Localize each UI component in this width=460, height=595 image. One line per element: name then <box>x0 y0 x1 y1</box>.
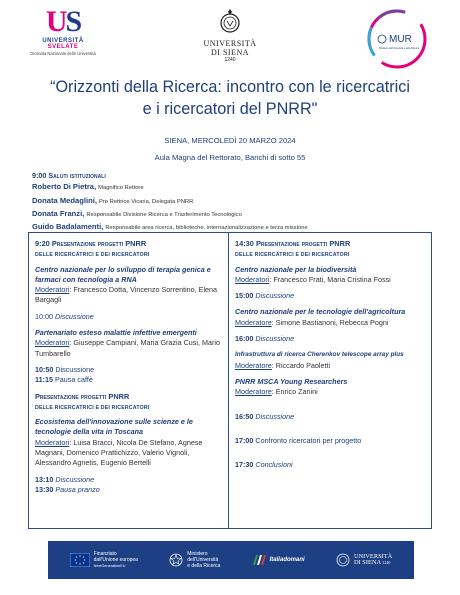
event-date: SIENA, MERCOLEDÌ 20 MARZO 2024 <box>164 136 296 145</box>
us-line3: Giornata Nazionale delle Università <box>30 51 96 56</box>
title-line2: e i ricercatori del PNRR" <box>142 100 318 118</box>
footer-logos <box>48 541 414 579</box>
person-name: Donata Medaglini, <box>32 195 97 205</box>
moderators-label: Moderatori <box>35 285 70 295</box>
afternoon-session-subtitle: DELLE RICERCATRICI E DEI RICERCATORI <box>235 252 350 259</box>
saluti-person <box>32 181 452 194</box>
moderators-names: : Enrico Zanini <box>271 387 318 397</box>
person-role: Magnifico Rettore <box>98 185 144 192</box>
moderators <box>235 387 427 397</box>
morning-session-title: 9:20 Presentazione progetti PNRR <box>35 239 147 248</box>
moderators-label: Moderatore <box>235 360 272 370</box>
person-name: Guido Badalamenti, <box>32 222 104 232</box>
time: 13:30 <box>35 484 54 494</box>
project-title: Centro nazionale per la biodiversità <box>235 264 357 274</box>
unisi-logo <box>190 8 270 63</box>
program-item <box>35 485 224 495</box>
us-mark-s: S <box>65 5 81 38</box>
moderators <box>235 361 427 371</box>
afternoon-column <box>229 233 431 528</box>
confronto: Confronto ricercatori per progetto <box>255 435 362 445</box>
footer-unisi-year: 1240 <box>382 560 391 565</box>
program-item <box>35 417 224 468</box>
program-item <box>235 460 427 470</box>
unisi-seal-icon <box>218 8 242 34</box>
program-item <box>235 412 427 422</box>
footer-unisi-line1: UNIVERSITÀ <box>353 553 393 560</box>
program-item <box>235 436 427 446</box>
us-line1: UNIVERSITÀ <box>42 38 84 44</box>
midday-session-title: Presentazione progetti PNRR <box>35 391 130 401</box>
mur-sub: Ministero dell'Università e della Ricerca <box>379 48 420 50</box>
project-title: PNRR MSCA Young Researchers <box>235 376 348 386</box>
program-item <box>35 475 224 485</box>
person-role: Responsabile Divisione Ricerca e Trasferimento Tecnologico <box>86 211 242 218</box>
morning-session-subtitle: DELLE RICERCATRICI E DEI RICERCATORI <box>35 252 150 259</box>
time: 11:15 <box>35 375 53 385</box>
program-item <box>35 312 224 322</box>
moderators-names: : Francesco Frati, Maria Cristina Fossi <box>269 274 391 284</box>
italiadomani-flag-icon <box>252 553 266 567</box>
ministero-logo <box>169 551 220 569</box>
page-title <box>0 76 460 120</box>
time: 15:00 <box>235 291 254 301</box>
moderators <box>35 338 224 359</box>
discussion: Discussione <box>55 364 95 374</box>
program-item <box>35 365 224 375</box>
moderators <box>235 275 427 285</box>
discussion: Discussione <box>255 334 295 344</box>
discussion: Discussione <box>255 411 295 421</box>
midday-session-subtitle: DELLE RICERCATRICI E DEI RICERCATORI <box>35 404 150 411</box>
us-mark <box>28 5 98 38</box>
moderators-label: Moderatore <box>235 317 272 327</box>
discussion: Discussione <box>255 291 295 301</box>
program-box <box>28 232 432 529</box>
program-item <box>235 334 427 344</box>
moderators-label: Moderatore <box>235 387 272 397</box>
us-line2: SVELATE <box>47 44 79 50</box>
us-mark-u: U <box>45 5 66 38</box>
unisi-seal-icon <box>336 553 350 567</box>
program-item <box>235 291 427 301</box>
eu-line2: dall'Unione europea <box>93 557 138 563</box>
moderators-names: : Luisa Bracci, Nicola De Stefano, Agnese Magnani, Domenico Prattichizzo, Valerio Vignoli, Alessandro Agnetis, Eugenio Bertelli <box>35 437 203 468</box>
project-title: Centro nazionale per le tecnologie dell'agricoltura <box>235 307 406 317</box>
time: 10:50 <box>35 364 54 374</box>
program-item <box>235 350 427 371</box>
saluti-person <box>32 208 452 221</box>
unisi-line1: UNIVERSITÀ <box>203 39 257 48</box>
project-title: Ecosistema dell'innovazione sulle scienze e le tecnologie della vita in Toscana <box>35 417 193 437</box>
person-role: Pro Rettrice Vicaria, Delegata PNRR <box>98 198 194 205</box>
time: 17:30 <box>235 460 254 470</box>
unisi-line2: DI SIENA <box>211 48 249 57</box>
logo-bar <box>28 5 432 70</box>
program-item <box>235 265 427 286</box>
footer-unisi-line2: DI SIENA <box>353 559 381 566</box>
saluti-heading: 9:00 Saluti istituzionali <box>32 171 106 180</box>
moderators <box>35 285 224 306</box>
mur-emblem-icon <box>362 8 432 70</box>
universita-svelate-logo <box>28 5 98 56</box>
eu-line1: Finanziato <box>93 551 117 557</box>
moderators-label: Moderatori <box>35 437 70 447</box>
program-item <box>235 377 427 398</box>
moderators <box>35 438 224 469</box>
person-name: Roberto Di Pietra, <box>32 182 97 192</box>
project-title: Infrastruttura di ricerca Cherenkov telescope array plus <box>235 351 404 359</box>
event-venue: Aula Magna del Rettorato, Banchi di sotto 55 <box>154 153 306 162</box>
conclusioni: Conclusioni <box>255 460 293 470</box>
italiadomani-logo <box>252 553 305 567</box>
ministero-line2: dell'Università <box>187 557 219 563</box>
program-item <box>35 265 224 306</box>
unisi-year: 1240 <box>224 57 236 63</box>
emblem-icon <box>169 553 183 567</box>
program-item <box>35 328 224 359</box>
project-title: Partenariato esteso malattie infettive emergenti <box>35 328 197 338</box>
moderators-names: : Francesco Dotta, Vincenzo Sorrentino, Elena Bargagli <box>35 285 218 305</box>
moderators-label: Moderatori <box>35 338 70 348</box>
program-item <box>35 375 224 385</box>
eu-line3: NextGenerationEU <box>93 564 126 568</box>
mur-logo <box>362 8 432 70</box>
time: 10:00 <box>35 311 53 321</box>
person-role: Responsabile area ricerca, biblioteche, internazionalizzazione e terza missione <box>105 225 308 232</box>
ministero-line3: e della Ricerca <box>187 563 221 569</box>
eu-flag-icon <box>70 553 90 567</box>
moderators-names: : Giuseppe Campiani, Maria Grazia Cusi, Mario Tumbarello <box>35 338 220 358</box>
moderators-names: : Riccardo Paoletti <box>271 360 331 370</box>
moderators-label: Moderatori <box>235 274 270 284</box>
afternoon-session-title: 14:30 Presentazione progetti PNRR <box>235 239 351 248</box>
eu-logo <box>70 551 138 569</box>
program-item <box>235 307 427 328</box>
saluti-section <box>32 170 452 234</box>
mur-label: MUR <box>389 34 412 45</box>
time: 17:00 <box>235 435 254 445</box>
time: 13:10 <box>35 474 54 484</box>
project-title: Centro nazionale per lo sviluppo di terapia genica e farmaci con tecnologia a RNA <box>35 264 211 284</box>
title-line1: “Orizzonti della Ricerca: incontro con le ricercatrici <box>50 78 410 96</box>
coffee-break: Pausa caffè <box>55 375 93 385</box>
person-name: Donata Franzi, <box>32 208 85 218</box>
lunch-break: Pausa pranzo <box>55 484 100 494</box>
discussion: Discussione <box>55 311 94 321</box>
time: 16:50 <box>235 411 254 421</box>
time: 16:00 <box>235 334 254 344</box>
moderators <box>235 318 427 328</box>
moderators-names: : Simone Bastianoni, Rebecca Pogni <box>271 317 389 327</box>
discussion: Discussione <box>55 474 95 484</box>
morning-column <box>29 233 229 528</box>
ministero-line1: Ministero <box>187 551 208 557</box>
footer-unisi-logo <box>336 553 392 567</box>
italiadomani-text: Italiadomani <box>269 557 305 563</box>
saluti-person <box>32 195 452 208</box>
